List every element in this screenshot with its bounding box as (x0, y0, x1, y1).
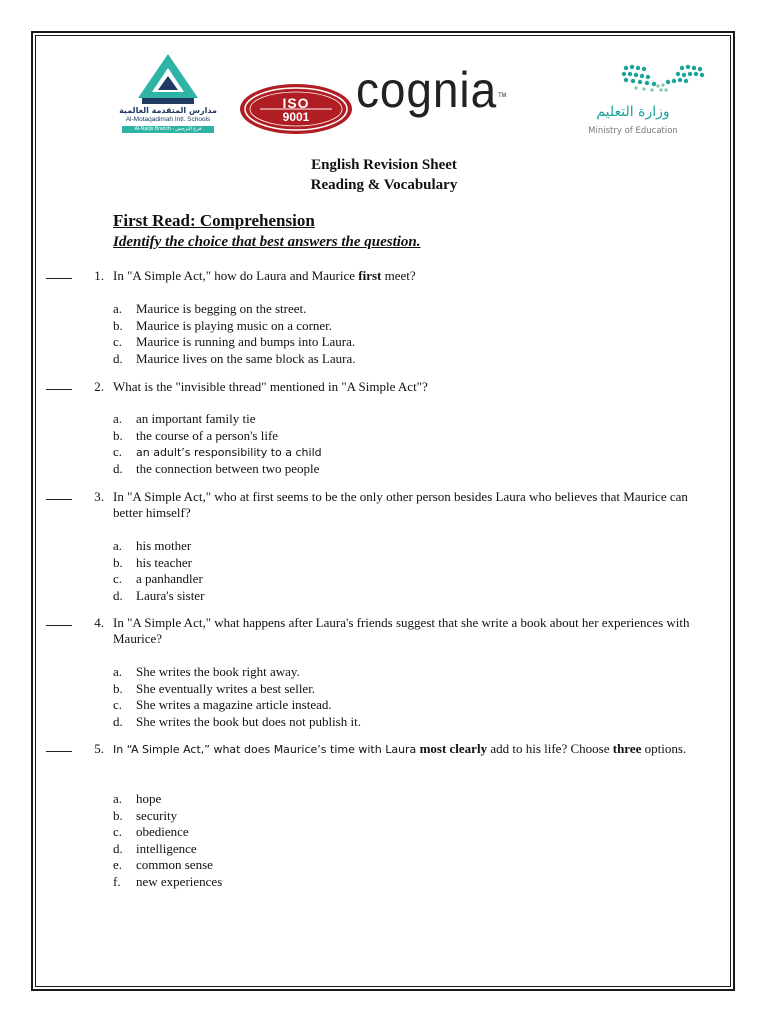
question-text: In "A Simple Act," how do Laura and Maurice first meet? (113, 268, 416, 283)
question-text: In "A Simple Act," who at first seems to be the only other person besides Laura who believes that Maurice can better himself? (113, 489, 688, 520)
option-b: b. his teacher (113, 554, 192, 570)
option-d: d. intelligence (113, 840, 197, 856)
option-c: c. a panhandler (113, 571, 203, 586)
school-logo (118, 52, 218, 144)
sheet-subtitle: Reading & Vocabulary (310, 177, 458, 193)
option-b: b. She eventually writes a best seller. (113, 680, 316, 696)
question-text: In “A Simple Act,” what does Maurice’s time with Laura most clearly add to his life? Choose three options. (113, 741, 687, 756)
cognia-trademark: TM (498, 93, 507, 99)
option-c: c. Maurice is running and bumps into Laura. (113, 334, 356, 349)
option-b: b. security (113, 807, 178, 823)
iso-number: 9001 (282, 110, 310, 124)
school-name-arabic: مدارس المتقدمة العالمية (119, 106, 217, 115)
option-a: a. his mother (113, 538, 192, 553)
option-d: d. Laura's sister (113, 587, 205, 603)
school-name-english: Al-Motaqadimah Intl. Schools (125, 116, 211, 123)
section-heading: First Read: Comprehension (113, 211, 315, 230)
ministry-dots-emblem-icon (578, 60, 708, 100)
option-a: a. an important family tie (113, 411, 256, 426)
cognia-logo (356, 62, 507, 118)
question-number: 5. (94, 741, 104, 756)
option-a: a. Maurice is begging on the street. (113, 301, 307, 316)
question-text: What is the "invisible thread" mentioned in "A Simple Act"? (113, 379, 428, 394)
option-f: f. new experiences (113, 873, 223, 889)
option-d: d. She writes the book but does not publish it. (113, 713, 361, 729)
answer-options (113, 664, 673, 730)
option-a: a. She writes the book right away. (113, 664, 300, 679)
option-e: e. common sense (113, 857, 213, 872)
section-instruction: Identify the choice that best answers the question. (113, 234, 421, 250)
answer-options (113, 791, 673, 890)
question-number: 4. (94, 615, 104, 630)
question-number: 3. (94, 489, 104, 504)
option-d: d. Maurice lives on the same block as Laura. (113, 350, 356, 366)
answer-blank[interactable] (46, 379, 72, 390)
school-emblem-icon (118, 52, 218, 106)
option-a: a. hope (113, 791, 162, 806)
ministry-name-arabic: وزارة التعليم (596, 104, 670, 120)
iso-label: ISO (282, 95, 310, 111)
sheet-title: English Revision Sheet (311, 157, 457, 173)
question-number: 1. (94, 268, 104, 283)
ministry-of-education-logo (578, 60, 708, 142)
answer-options (113, 411, 673, 477)
answer-blank[interactable] (46, 489, 72, 500)
iso-9001-logo (238, 83, 354, 135)
answer-options (113, 538, 673, 604)
option-c: c. an adult’s responsibility to a child (113, 444, 322, 459)
option-d: d. the connection between two people (113, 460, 320, 476)
option-b: b. the course of a person's life (113, 427, 279, 443)
option-c: c. obedience (113, 824, 189, 839)
option-c: c. She writes a magazine article instead. (113, 697, 332, 712)
answer-blank[interactable] (46, 615, 72, 626)
ministry-name-english: Ministry of Education (588, 126, 678, 136)
answer-options (113, 301, 673, 367)
answer-blank[interactable] (46, 268, 72, 279)
question-text: In "A Simple Act," what happens after Laura's friends suggest that she write a book about her experiences with Maurice? (113, 615, 690, 646)
option-b: b. Maurice is playing music on a corner. (113, 317, 333, 333)
answer-blank[interactable] (46, 741, 72, 752)
cognia-wordmark: cognia (356, 62, 498, 118)
school-branch-label: Al-Narjis Branch - فرع النرجس (122, 126, 214, 133)
question-number: 2. (94, 379, 104, 394)
